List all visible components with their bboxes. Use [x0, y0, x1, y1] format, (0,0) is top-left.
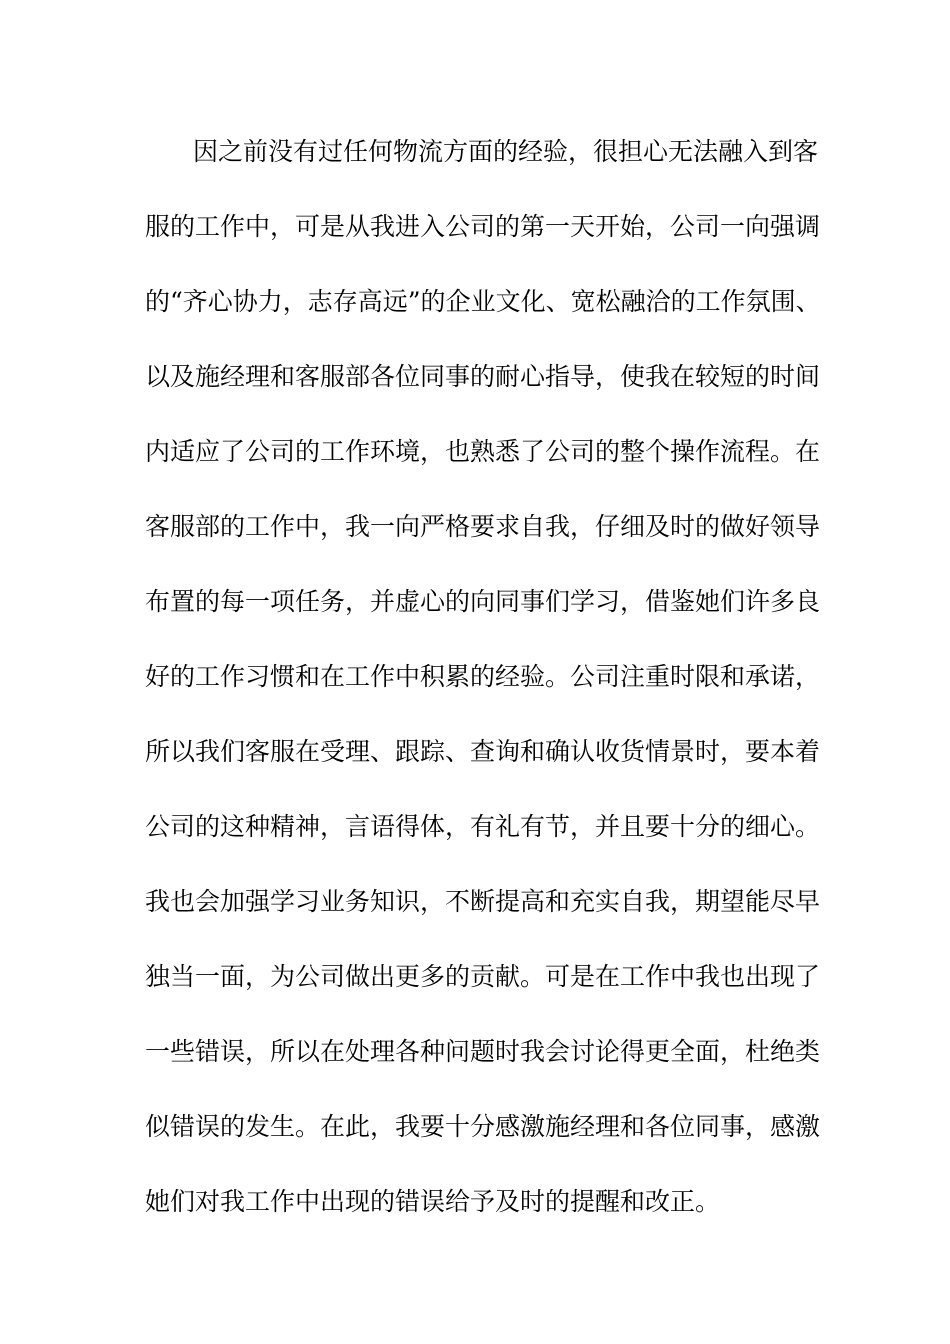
paragraph-line: 客服部的工作中，我一向严格要求自我，仔细及时的做好领导: [145, 512, 821, 541]
paragraph-line: 服的工作中，可是从我进入公司的第一天开始，公司一向强调: [145, 212, 821, 241]
paragraph-line: 似错误的发生。在此，我要十分感激施经理和各位同事，感激: [145, 1112, 821, 1141]
paragraph-line: 因之前没有过任何物流方面的经验，很担心无法融入到客: [193, 137, 819, 166]
paragraph-line: 以及施经理和客服部各位同事的耐心指导，使我在较短的时间: [145, 362, 821, 391]
paragraph-line: 一些错误，所以在处理各种问题时我会讨论得更全面，杜绝类: [145, 1037, 821, 1066]
paragraph-line: 独当一面，为公司做出更多的贡献。可是在工作中我也出现了: [145, 962, 821, 991]
paragraph-line: 公司的这种精神，言语得体，有礼有节，并且要十分的细心。: [145, 812, 821, 841]
paragraph-line: 她们对我工作中出现的错误给予及时的提醒和改正。: [145, 1187, 721, 1216]
paragraph-line: 的“齐心协力，志存高远”的企业文化、宽松融洽的工作氛围、: [145, 287, 821, 316]
paragraph-line: 内适应了公司的工作环境，也熟悉了公司的整个操作流程。在: [145, 437, 821, 466]
paragraph-line: 所以我们客服在受理、跟踪、查询和确认收货情景时，要本着: [145, 737, 821, 766]
paragraph-line: 好的工作习惯和在工作中积累的经验。公司注重时限和承诺，: [145, 662, 821, 691]
paragraph-line: 我也会加强学习业务知识，不断提高和充实自我，期望能尽早: [145, 887, 821, 916]
paragraph-line: 布置的每一项任务，并虚心的向同事们学习，借鉴她们许多良: [145, 587, 821, 616]
